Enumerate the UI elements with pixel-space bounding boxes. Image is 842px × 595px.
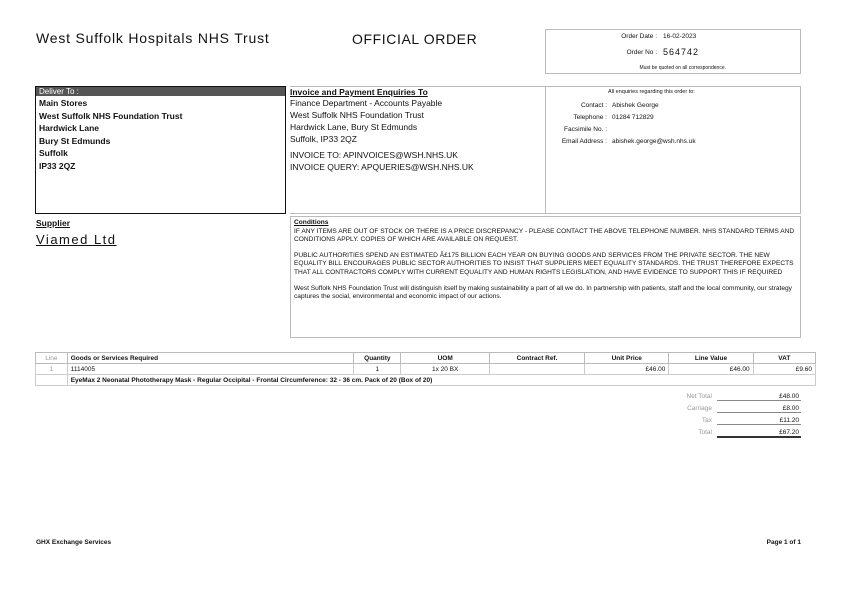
col-vat: VAT (753, 353, 815, 364)
order-info-box (545, 29, 801, 74)
col-contract-ref: Contract Ref. (489, 353, 584, 364)
tax-value: £11.20 (717, 417, 801, 425)
cell-unit-price: £46.00 (585, 364, 669, 375)
trust-name: West Suffolk Hospitals NHS Trust (36, 30, 270, 46)
cell-code: 1114005 (67, 364, 354, 375)
cell-line: 1 (36, 364, 68, 375)
col-line-value: Line Value (669, 353, 753, 364)
table-row-description (36, 375, 816, 386)
invoice-line: Suffolk, IP33 2QZ (290, 134, 357, 144)
deliver-line: West Suffolk NHS Foundation Trust (39, 110, 183, 121)
deliver-to-label: Deliver To : (36, 87, 285, 96)
table-row (36, 364, 816, 375)
telephone-value: 01284 712829 (612, 114, 654, 121)
order-note: Must be quoted on all correspondence. (639, 65, 726, 71)
cell-line-value: £46.00 (669, 364, 753, 375)
contact-value: Abishek George (612, 102, 659, 109)
enquiries-box (545, 86, 801, 214)
email-label: Email Address : (561, 138, 607, 145)
invoice-line: Hardwick Lane, Bury St Edmunds (290, 122, 418, 132)
deliver-to-box (35, 86, 286, 214)
net-total-value: £48.00 (717, 393, 801, 401)
invoice-line: West Suffolk NHS Foundation Trust (290, 110, 424, 120)
enquiries-heading: All enquiries regarding this order to: (608, 89, 695, 95)
conditions-box (290, 216, 801, 338)
fax-label: Facsimile No. : (564, 126, 607, 133)
invoice-to: INVOICE TO: APINVOICES@WSH.NHS.UK (290, 150, 458, 160)
col-goods: Goods or Services Required (67, 353, 354, 364)
cell-quantity: 1 (354, 364, 401, 375)
table-header-row (36, 353, 816, 364)
total-label: Total (698, 429, 712, 436)
supplier-label: Supplier (36, 218, 71, 228)
col-line: Line (36, 353, 68, 364)
col-unit-price: Unit Price (585, 353, 669, 364)
order-date-label: Order Date : (621, 33, 657, 40)
supplier-name: Viamed Ltd (36, 232, 117, 247)
invoice-query: INVOICE QUERY: APQUERIES@WSH.NHS.UK (290, 162, 474, 172)
net-total-label: Net Total (686, 393, 712, 400)
footer-service: GHX Exchange Services (36, 539, 112, 546)
order-items-table (35, 352, 816, 386)
email-value: abishek.george@wsh.nhs.uk (612, 138, 696, 145)
order-date: 16-02-2023 (663, 33, 697, 40)
carriage-value: £8.00 (717, 405, 801, 413)
invoice-box (290, 86, 545, 214)
order-number: 564742 (663, 47, 700, 57)
conditions-paragraph: PUBLIC AUTHORITIES SPEND AN ESTIMATED Â£175 BILLION EACH YEAR ON BUYING GOODS AND SERVICES FROM THE PRIVATE SECTOR. THE NEW EQUALITY BILL ENCOURAGES PUBLIC SECTOR AUTHORITIES TO INSIST THAT SUPPLIERS MEET EQUALITY STANDARDS. THE TRUST THEREFORE EXPECTS THAT ALL CONTRACTORS COMPLY WITH CURRENT EQUALITY AND HUMAN RIGHTS LEGISLATION, AND HAVE EVIDENCE TO SUPPORT THIS IF REQUIRED (294, 251, 794, 276)
conditions-paragraph: West Suffolk NHS Foundation Trust will distinguish itself by making sustainability a part of all we do. In partnership with patients, staff and the local community, our strategy captures the social, environmental and economic impact of our actions. (294, 284, 792, 301)
total-value: £67.20 (717, 429, 801, 438)
invoice-label: Invoice and Payment Enquiries To (290, 87, 428, 97)
conditions-paragraph: IF ANY ITEMS ARE OUT OF STOCK OR THERE IS A PRICE DISCREPANCY - PLEASE CONTACT THE ABOVE TELEPHONE NUMBER. NHS STANDARD TERMS AND CONDITIONS APPLY. COPIES OF WHICH ARE AVAILABLE ON REQUEST. (294, 227, 795, 244)
col-uom: UOM (401, 353, 490, 364)
order-no-label: Order No : (626, 49, 657, 56)
cell-description: EyeMax 2 Neonatal Phototherapy Mask - Regular Occipital - Frontal Circumference: 32 - 36 cm. Pack of 20 (Box of 20) (67, 375, 815, 386)
deliver-line: Bury St Edmunds (39, 135, 111, 146)
contact-label: Contact : (580, 102, 607, 109)
footer-page: Page 1 of 1 (766, 539, 801, 546)
col-quantity: Quantity (354, 353, 401, 364)
invoice-line: Finance Department - Accounts Payable (290, 98, 443, 108)
deliver-line: Hardwick Lane (39, 123, 99, 133)
deliver-line: IP33 2QZ (39, 160, 76, 171)
document-title: OFFICIAL ORDER (352, 31, 478, 47)
telephone-label: Telephone : (573, 114, 607, 121)
cell-vat: £9.60 (753, 364, 815, 375)
conditions-label: Conditions (294, 219, 329, 226)
cell-empty (36, 375, 68, 386)
cell-contract-ref (489, 364, 584, 375)
carriage-label: Carriage (687, 405, 712, 412)
deliver-line: Main Stores (39, 98, 88, 108)
deliver-line: Suffolk (39, 148, 68, 158)
cell-uom: 1x 20 BX (401, 364, 490, 375)
tax-label: Tax (701, 417, 712, 424)
